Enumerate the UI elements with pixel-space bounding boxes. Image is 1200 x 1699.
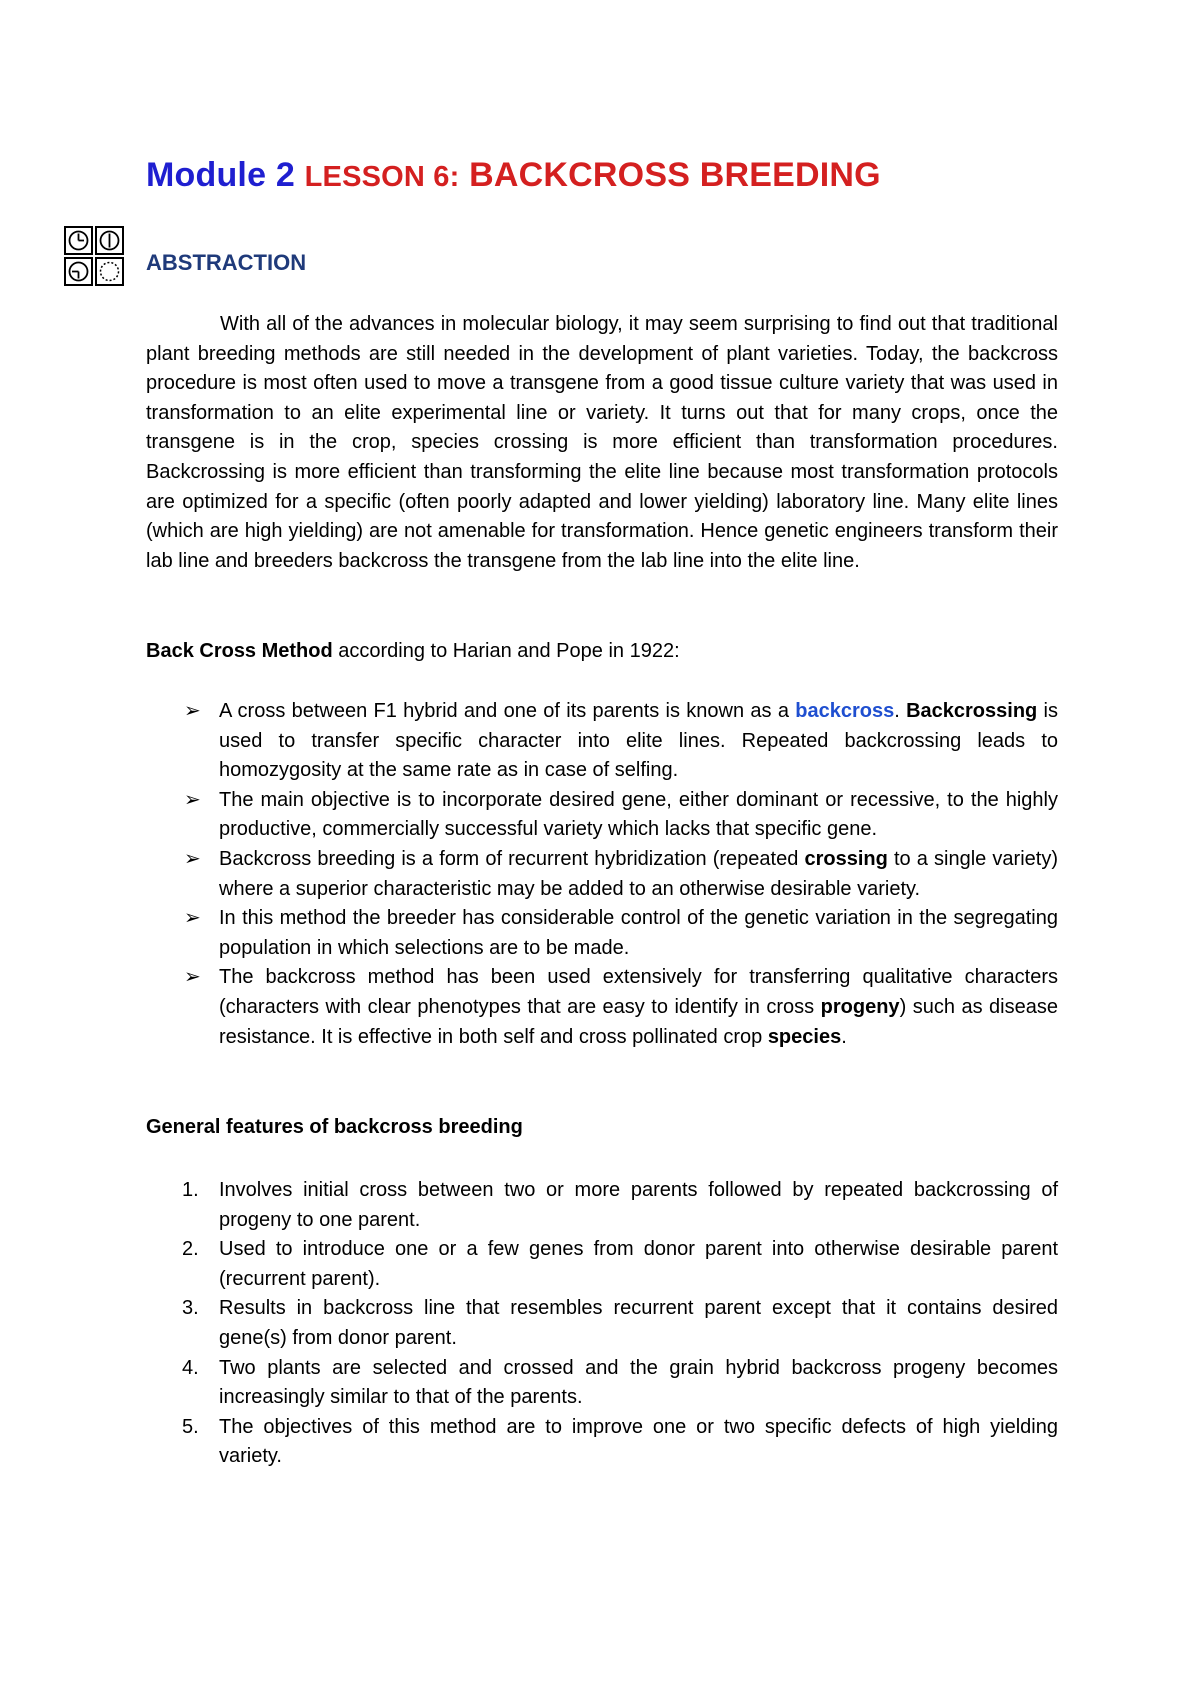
item-number: 3. bbox=[182, 1297, 199, 1320]
clock-grid-icon bbox=[64, 226, 124, 286]
list-item bbox=[146, 1354, 1058, 1413]
abstraction-heading: ABSTRACTION bbox=[146, 250, 307, 275]
backcross-link[interactable]: backcross bbox=[795, 700, 895, 722]
list-item bbox=[146, 845, 1058, 904]
bullet-text: The main objective is to incorporate desired gene, either dominant or recessive, to the highly productive, commercially successful variety which lacks that specific gene. bbox=[219, 788, 1058, 841]
list-item bbox=[146, 786, 1058, 845]
backcross-method-heading bbox=[146, 637, 1058, 667]
title-topic: BACKCROSS BREEDING bbox=[469, 156, 881, 194]
bullet-text: ) such as disease resistance. It is effective in both self and cross pollinated crop bbox=[219, 995, 1058, 1048]
bullet-text: is used to transfer specific character into elite lines. Repeated backcrossing leads to homozygosity at the same rate as in case of selfing. bbox=[219, 700, 1058, 782]
bullet-text: Backcross breeding is a form of recurrent hybridization (repeated bbox=[219, 847, 805, 870]
item-text: Two plants are selected and crossed and the grain hybrid backcross progeny becomes increasingly similar to that of the parents. bbox=[219, 1356, 1058, 1409]
list-item bbox=[146, 1176, 1058, 1235]
arrow-bullet-icon: ➢ bbox=[184, 847, 201, 870]
general-features-heading: General features of backcross breeding bbox=[146, 1116, 523, 1138]
bullet-keyword: species bbox=[767, 1025, 842, 1048]
arrow-bullet-icon: ➢ bbox=[184, 700, 201, 722]
arrow-bullet-icon: ➢ bbox=[184, 966, 201, 989]
bullet-text: . bbox=[894, 700, 907, 722]
title-lesson: LESSON 6: bbox=[304, 161, 460, 193]
bullet-text: A cross between F1 hybrid and one of its parents is known as a bbox=[219, 700, 796, 722]
item-number: 2. bbox=[182, 1238, 199, 1261]
bullet-keyword: crossing bbox=[804, 847, 888, 870]
backcross-bullet-list bbox=[146, 697, 1058, 1052]
arrow-bullet-icon: ➢ bbox=[184, 788, 201, 811]
bullet-text: In this method the breeder has considerable control of the genetic variation in the segregating population in which selections are to be made. bbox=[219, 907, 1058, 959]
item-number: 4. bbox=[182, 1356, 199, 1379]
list-item bbox=[146, 963, 1058, 1052]
item-number: 5. bbox=[182, 1415, 199, 1438]
item-text: Used to introduce one or a few genes from donor parent into otherwise desirable parent (recurrent parent). bbox=[219, 1238, 1058, 1290]
general-features-list bbox=[146, 1176, 1058, 1472]
arrow-bullet-icon: ➢ bbox=[184, 907, 201, 930]
item-number: 1. bbox=[182, 1179, 199, 1201]
title-module: Module 2 bbox=[146, 156, 295, 194]
list-item bbox=[146, 1294, 1058, 1353]
list-item bbox=[146, 1235, 1058, 1294]
bullet-text: to a single variety) where a superior characteristic may be added to an otherwise desirable variety. bbox=[219, 847, 1058, 900]
abstraction-paragraph: With all of the advances in molecular biology, it may seem surprising to find out that traditional plant breeding methods are still needed in the development of plant varieties. Today, the backcross procedure is most often used to move a transgene from a good tissue culture variety that was used in transformation to an elite experimental line or variety. It turns out that for many crops, once the transgene is in the crop, species crossing is more efficient than transformation procedures. Backcrossing is more efficient than transforming the elite line because most transformation protocols are optimized for a specific (often poorly adapted and lower yielding) laboratory line. Many elite lines (which are high yielding) are not amenable for transformation. Hence genetic engineers transform their lab line and breeders backcross the transgene from the lab line into the elite line. bbox=[146, 313, 1058, 572]
page-title bbox=[146, 156, 881, 195]
list-item bbox=[146, 1413, 1058, 1472]
bullet-keyword: Backcrossing bbox=[906, 700, 1038, 722]
item-text: The objectives of this method are to improve one or two specific defects of high yielding variety. bbox=[219, 1415, 1058, 1468]
backcross-method-heading-rest: according to Harian and Pope in 1922: bbox=[332, 640, 680, 662]
bullet-text: The backcross method has been used extensively for transferring qualitative characters (characters with clear phenotypes that are easy to identify in cross bbox=[219, 966, 1058, 1018]
bullet-text: . bbox=[841, 1025, 847, 1048]
bullet-keyword: progeny bbox=[820, 995, 900, 1018]
backcross-method-heading-bold: Back Cross Method bbox=[146, 640, 333, 662]
list-item bbox=[146, 904, 1058, 963]
list-item bbox=[146, 697, 1058, 786]
item-text: Involves initial cross between two or more parents followed by repeated backcrossing of progeny to one parent. bbox=[219, 1179, 1058, 1231]
item-text: Results in backcross line that resembles recurrent parent except that it contains desired gene(s) from donor parent. bbox=[219, 1297, 1058, 1349]
